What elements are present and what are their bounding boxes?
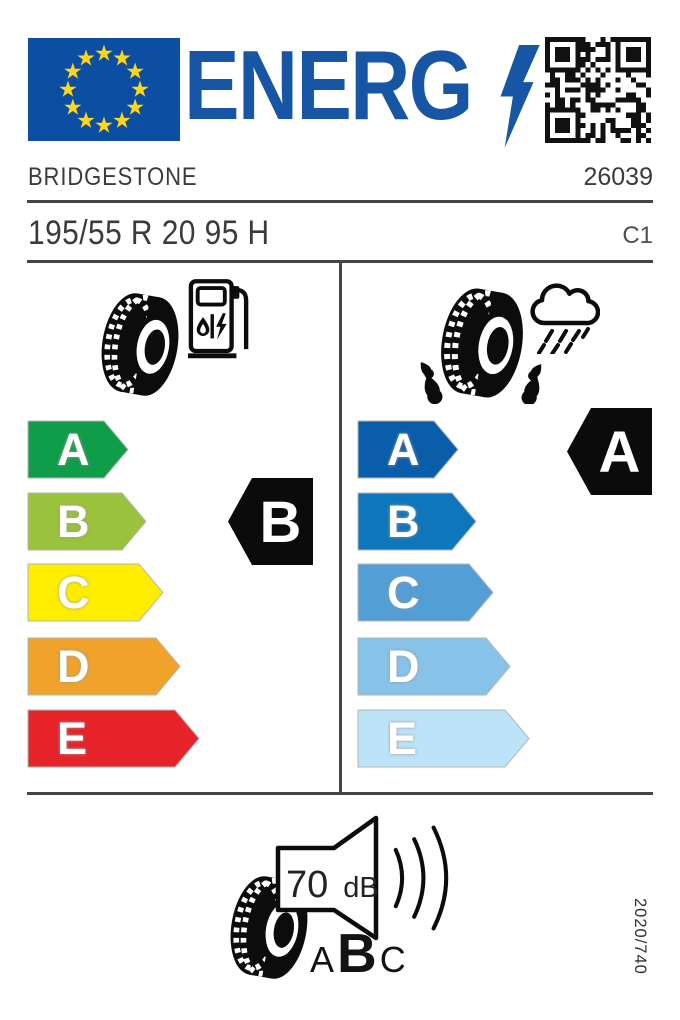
noise-class-c: C: [379, 939, 406, 980]
eu-star: [127, 99, 144, 115]
eu-star: [113, 112, 130, 128]
class-letter: E: [387, 713, 418, 764]
eu-star: [95, 117, 112, 133]
eu-flag: [28, 38, 180, 141]
fuel-rating-pointer: [228, 478, 313, 565]
eu-star: [59, 81, 76, 97]
fuel-tire-icon: [93, 286, 187, 404]
eu-star: [95, 45, 112, 61]
wet-grip-rating-value: A: [598, 420, 641, 485]
eu-star: [127, 63, 144, 79]
label-id: 26039: [583, 163, 653, 191]
wet-grip-class-C: [357, 563, 494, 622]
class-letter: C: [57, 567, 90, 618]
noise-class-scale: [310, 922, 406, 984]
brand-name: BRIDGESTONE: [28, 163, 198, 191]
wet-grip-scale: [357, 420, 577, 770]
divider-bottom: [27, 792, 653, 795]
tire-class: C1: [622, 222, 653, 249]
wet-grip-class-E: [357, 709, 530, 768]
eu-star: [131, 81, 148, 97]
regulation-number: 2020/740: [631, 898, 649, 975]
energy-logo-text: ENERG: [184, 30, 472, 140]
tire-size: 195/55 R 20 95 H: [28, 214, 270, 252]
sound-waves-icon: [390, 820, 452, 936]
noise-level: [286, 864, 379, 907]
qr-code: [545, 37, 651, 143]
fuel-efficiency-scale: [27, 420, 247, 770]
eu-star: [64, 99, 81, 115]
rain-cloud-icon: [524, 276, 600, 354]
divider-vertical: [339, 261, 342, 793]
class-letter: A: [57, 424, 90, 475]
fuel-efficiency-class-B: [27, 492, 147, 551]
noise-class-b: B: [337, 922, 377, 984]
eu-star: [77, 112, 94, 128]
wet-grip-rating-pointer: [567, 408, 652, 495]
eu-star: [64, 63, 81, 79]
wet-grip-class-D: [357, 637, 511, 696]
eu-star: [77, 49, 94, 65]
fuel-efficiency-class-A: [27, 420, 129, 479]
class-letter: E: [57, 713, 88, 764]
divider-top: [27, 200, 653, 203]
wet-grip-class-B: [357, 492, 477, 551]
fuel-efficiency-class-E: [27, 709, 200, 768]
class-letter: B: [57, 496, 90, 547]
fuel-efficiency-class-D: [27, 637, 181, 696]
class-letter: A: [387, 424, 420, 475]
noise-class-a: A: [310, 939, 335, 980]
fuel-rating-value: B: [259, 490, 302, 555]
eu-star: [113, 49, 130, 65]
noise-db-value: 70: [286, 864, 329, 906]
class-letter: D: [387, 641, 420, 692]
class-letter: B: [387, 496, 420, 547]
lightning-bolt-icon: [492, 45, 540, 148]
fuel-pump-icon: [188, 278, 250, 362]
wet-grip-class-A: [357, 420, 459, 479]
class-letter: C: [387, 567, 420, 618]
fuel-efficiency-class-C: [27, 563, 164, 622]
class-letter: D: [57, 641, 90, 692]
noise-db-unit: dB: [343, 872, 379, 904]
